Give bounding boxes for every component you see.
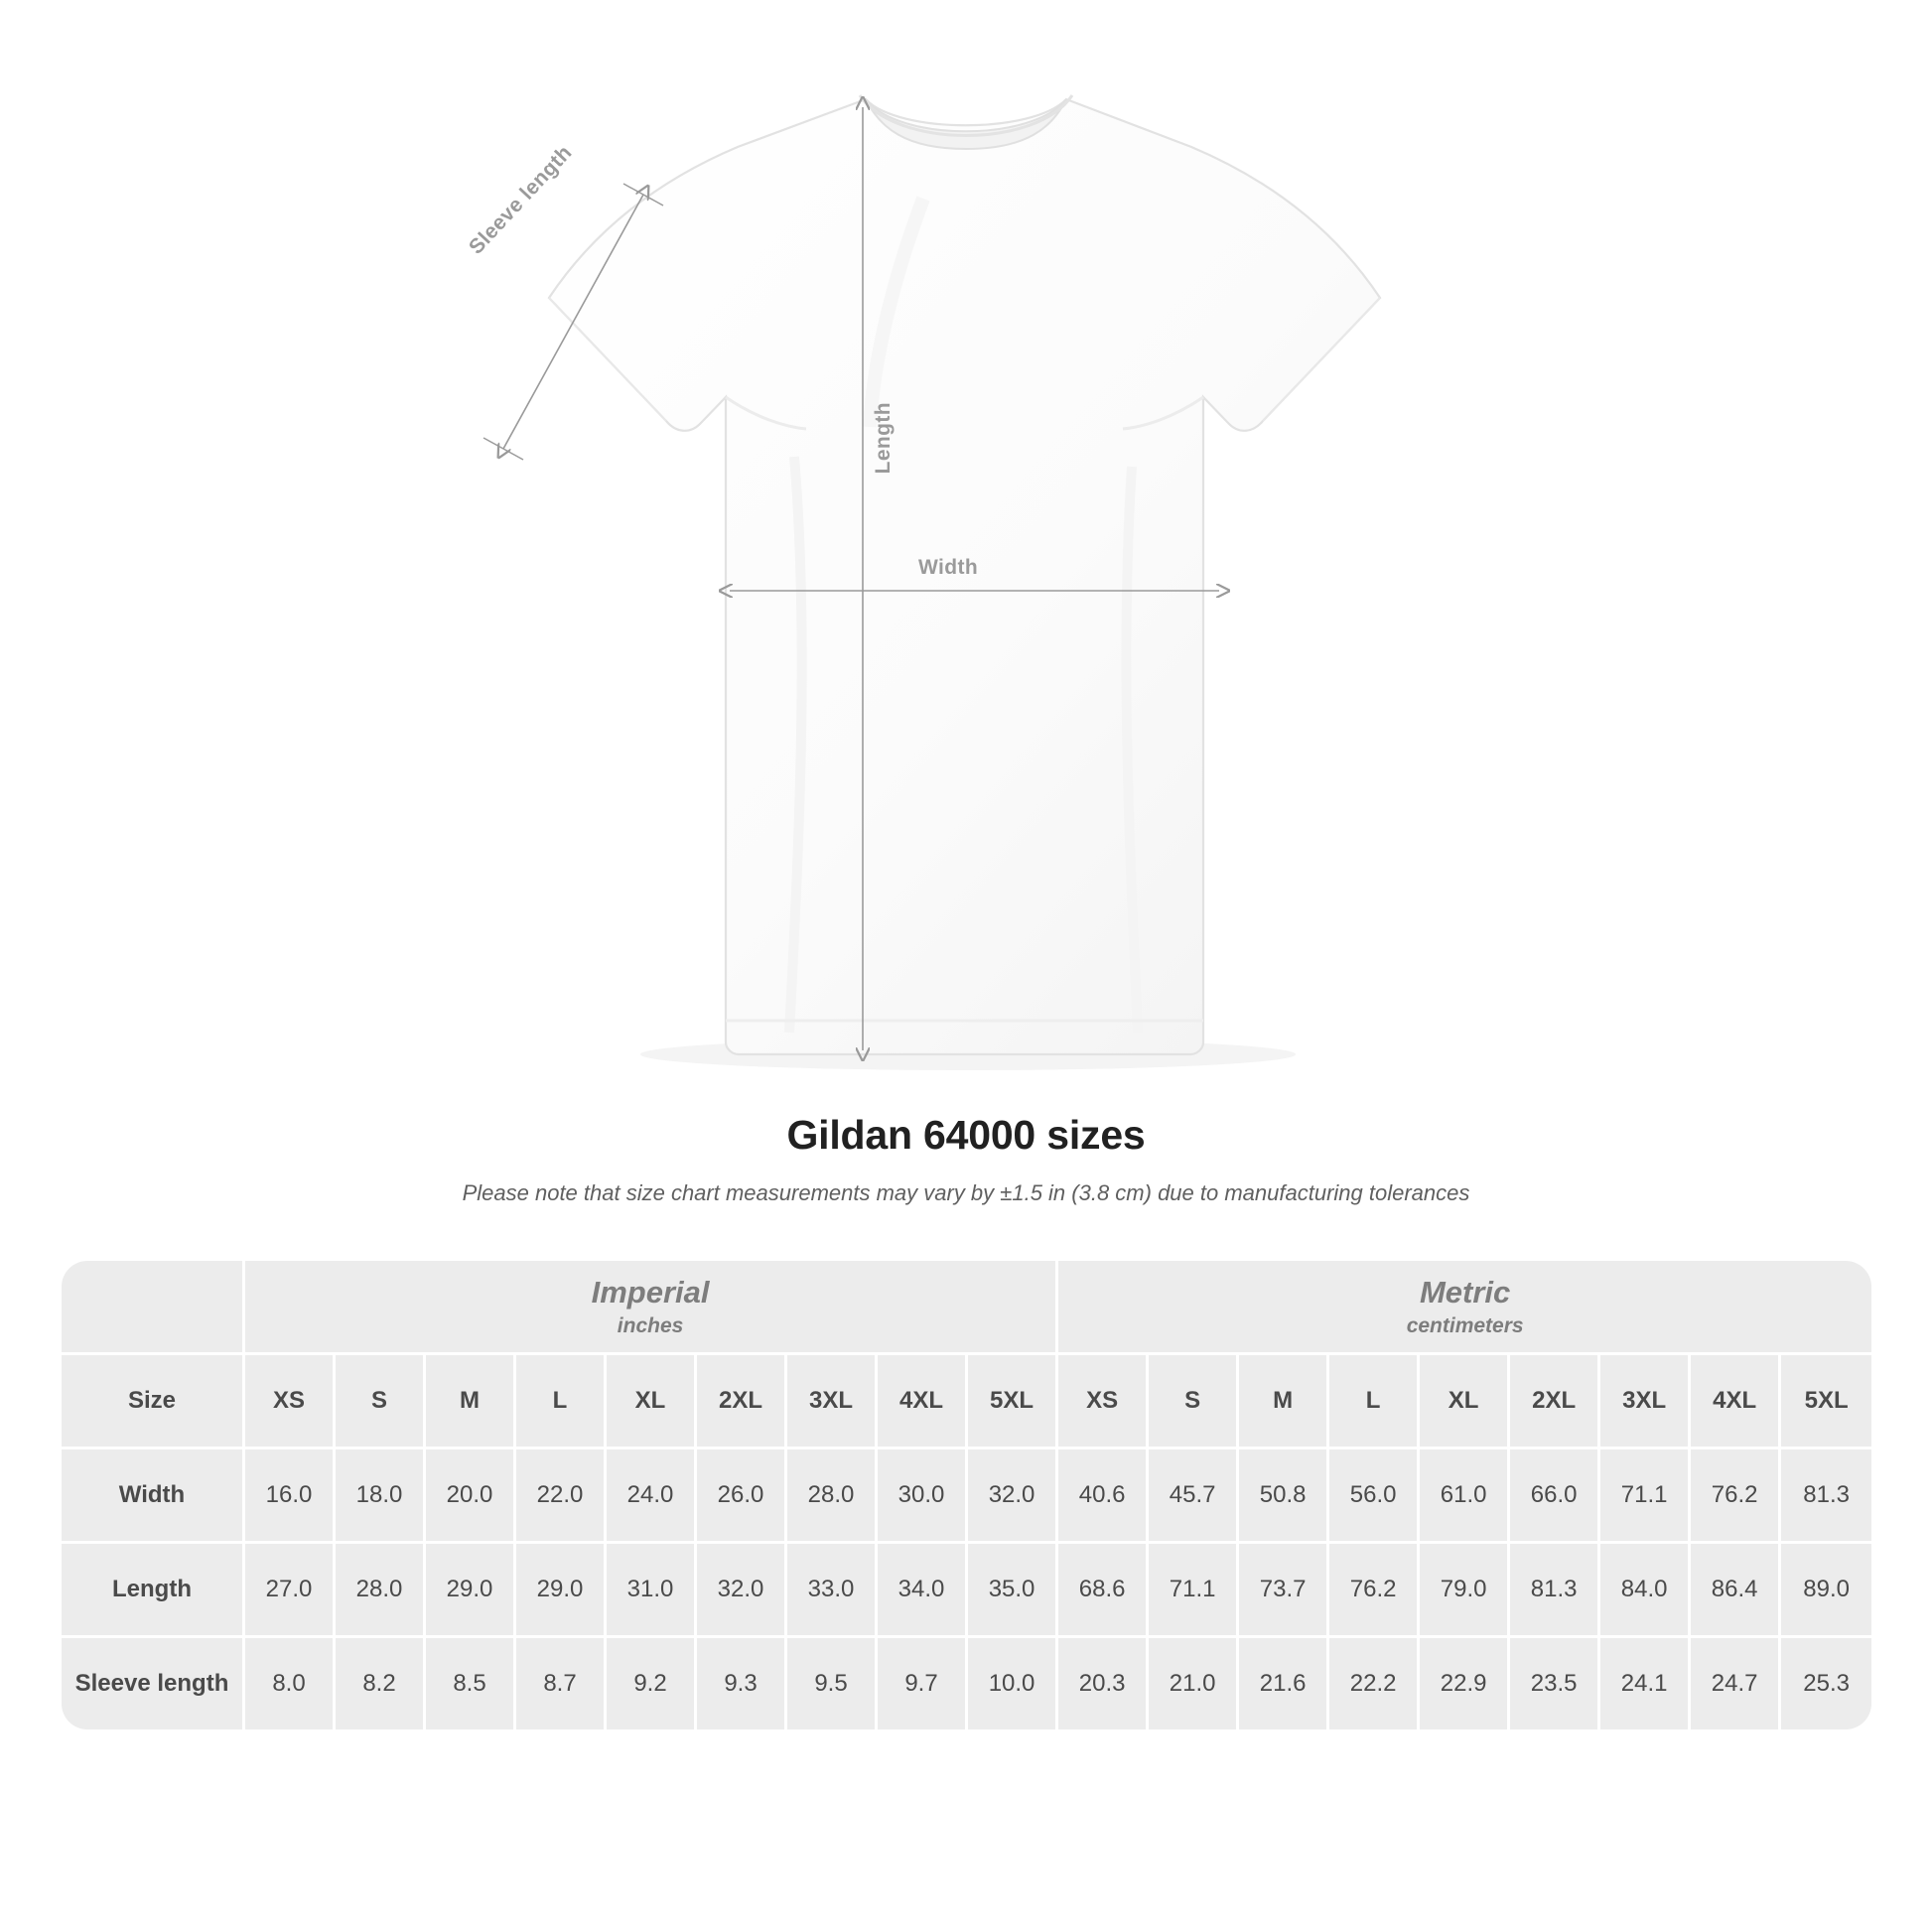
cell: 28.0: [336, 1544, 426, 1638]
cell: 81.3: [1781, 1449, 1871, 1544]
col-head: 2XL: [1510, 1355, 1600, 1449]
cell: 35.0: [968, 1544, 1058, 1638]
cell: 32.0: [697, 1544, 787, 1638]
cell: 20.3: [1058, 1638, 1149, 1729]
unit-imperial: [245, 1261, 1058, 1355]
cell: 25.3: [1781, 1638, 1871, 1729]
col-head: M: [426, 1355, 516, 1449]
cell: 21.0: [1149, 1638, 1239, 1729]
cell: 8.2: [336, 1638, 426, 1729]
table-row: [62, 1638, 1871, 1729]
cell: 71.1: [1600, 1449, 1691, 1544]
title-block: [0, 1112, 1932, 1206]
cell: 26.0: [697, 1449, 787, 1544]
col-head: S: [336, 1355, 426, 1449]
cell: 73.7: [1239, 1544, 1329, 1638]
cell: 24.0: [607, 1449, 697, 1544]
cell: 10.0: [968, 1638, 1058, 1729]
page-title: Gildan 64000 sizes: [786, 1112, 1146, 1158]
col-head: 4XL: [878, 1355, 968, 1449]
col-head: XS: [1058, 1355, 1149, 1449]
col-head: XL: [607, 1355, 697, 1449]
row-label-width: Width: [62, 1449, 245, 1544]
cell: 34.0: [878, 1544, 968, 1638]
cell: 20.0: [426, 1449, 516, 1544]
cell: 31.0: [607, 1544, 697, 1638]
cell: 89.0: [1781, 1544, 1871, 1638]
unit-imperial-name: Imperial: [591, 1274, 710, 1310]
col-head: XL: [1420, 1355, 1510, 1449]
cell: 66.0: [1510, 1449, 1600, 1544]
cell: 22.0: [516, 1449, 607, 1544]
cell: 45.7: [1149, 1449, 1239, 1544]
tolerance-note: Please note that size chart measurements may vary by ±1.5 in (3.8 cm) due to manufacturing tolerances: [462, 1180, 1470, 1205]
cell: 76.2: [1329, 1544, 1420, 1638]
unit-imperial-sub: inches: [617, 1313, 684, 1337]
cell: 9.3: [697, 1638, 787, 1729]
cell: 84.0: [1600, 1544, 1691, 1638]
cell: 56.0: [1329, 1449, 1420, 1544]
cell: 33.0: [787, 1544, 878, 1638]
col-head: S: [1149, 1355, 1239, 1449]
col-head: M: [1239, 1355, 1329, 1449]
cell: 79.0: [1420, 1544, 1510, 1638]
cell: 32.0: [968, 1449, 1058, 1544]
cell: 24.1: [1600, 1638, 1691, 1729]
unit-metric-sub: centimeters: [1406, 1313, 1524, 1337]
cell: 9.5: [787, 1638, 878, 1729]
row-label-length: Length: [62, 1544, 245, 1638]
row-label-sleeve-length: Sleeve length: [62, 1638, 245, 1729]
cell: 29.0: [516, 1544, 607, 1638]
col-head: 3XL: [787, 1355, 878, 1449]
col-head: 2XL: [697, 1355, 787, 1449]
col-head: 5XL: [968, 1355, 1058, 1449]
col-head: 3XL: [1600, 1355, 1691, 1449]
cell: 8.7: [516, 1638, 607, 1729]
cell: 9.2: [607, 1638, 697, 1729]
size-table: [62, 1261, 1871, 1729]
cell: 40.6: [1058, 1449, 1149, 1544]
cell: 23.5: [1510, 1638, 1600, 1729]
col-head: 5XL: [1781, 1355, 1871, 1449]
cell: 18.0: [336, 1449, 426, 1544]
unit-metric-name: Metric: [1419, 1274, 1511, 1310]
header-row: [62, 1355, 1871, 1449]
cell: 22.2: [1329, 1638, 1420, 1729]
cell: 28.0: [787, 1449, 878, 1544]
cell: 27.0: [245, 1544, 336, 1638]
cell: 29.0: [426, 1544, 516, 1638]
col-head: L: [1329, 1355, 1420, 1449]
cell: 24.7: [1691, 1638, 1781, 1729]
cell: 30.0: [878, 1449, 968, 1544]
cell: 9.7: [878, 1638, 968, 1729]
col-head: 4XL: [1691, 1355, 1781, 1449]
col-head: XS: [245, 1355, 336, 1449]
size-table-wrapper: [62, 1261, 1870, 1729]
cell: 21.6: [1239, 1638, 1329, 1729]
units-spacer: [62, 1261, 245, 1355]
cell: 22.9: [1420, 1638, 1510, 1729]
cell: 8.0: [245, 1638, 336, 1729]
cell: 8.5: [426, 1638, 516, 1729]
table-row: [62, 1449, 1871, 1544]
unit-metric: [1058, 1261, 1871, 1355]
cell: 81.3: [1510, 1544, 1600, 1638]
cell: 50.8: [1239, 1449, 1329, 1544]
sleeve-length-label: Sleeve length: [465, 141, 577, 259]
table-row: [62, 1544, 1871, 1638]
cell: 71.1: [1149, 1544, 1239, 1638]
cell: 86.4: [1691, 1544, 1781, 1638]
units-row: [62, 1261, 1871, 1355]
cell: 68.6: [1058, 1544, 1149, 1638]
length-label: Length: [872, 402, 895, 475]
cell: 76.2: [1691, 1449, 1781, 1544]
col-head: L: [516, 1355, 607, 1449]
cell: 16.0: [245, 1449, 336, 1544]
size-header: Size: [62, 1355, 245, 1449]
cell: 61.0: [1420, 1449, 1510, 1544]
width-label: Width: [918, 556, 979, 579]
